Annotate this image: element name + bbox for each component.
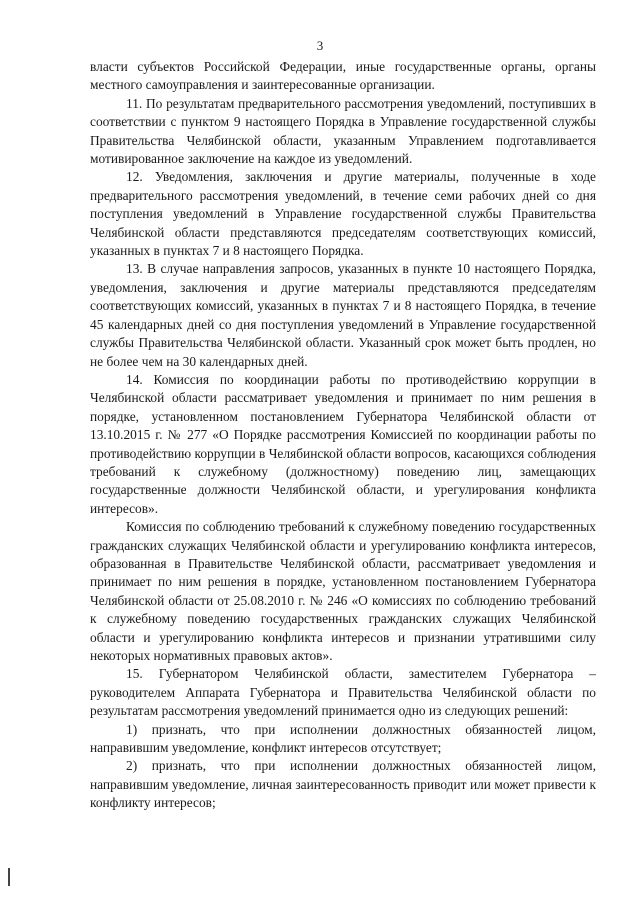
paragraph: 14. Комиссия по координации работы по противодействию коррупции в Челябинской области рассматривает уведомления и принимает по ним решения в порядке, установленном постановлением Губернатора Челябинской области от 13.10.2015 г. № 277 «О Порядке рассмотрения Комиссией по координации работы по противодействию коррупции в Челябинской области вопросов, касающихся соблюдения требований к служебному (должностному) поведению лиц, замещающих государственные должности Челябинской области, и урегулирования конфликта интересов». bbox=[90, 371, 596, 516]
paragraph: власти субъектов Российской Федерации, иные государственные органы, органы местного самоуправления и заинтересованные организации. bbox=[90, 59, 596, 93]
paragraph: 12. Уведомления, заключения и другие материалы, полученные в ходе предварительного рассмотрения уведомлений, в течение семи рабочих дней со дня поступления уведомлений в Управление государственной службы Правительства Челябинской области представляются председателям соответствующих комиссий, указанных в пунктах 7 и 8 настоящего Порядка. bbox=[90, 169, 596, 259]
document-body bbox=[90, 58, 596, 813]
paragraph: 1) признать, что при исполнении должностных обязанностей лицом, направившим уведомление, конфликт интересов отсутствует; bbox=[90, 721, 596, 756]
paragraph: 11. По результатам предварительного рассмотрения уведомлений, поступивших в соответствии с пунктом 9 настоящего Порядка в Управление государственной службы Правительства Челябинской области, указанным Управлением подготавливается мотивированное заключение на каждое из уведомлений. bbox=[90, 95, 596, 167]
paragraph: Комиссия по соблюдению требований к служебному поведению государственных гражданских служащих Челябинской области и урегулированию конфликта интересов, образованная в Правительстве Челябинской области, рассматривает уведомления и принимает по ним решения в порядке, установленном постановлением Губернатора Челябинской области от 25.08.2010 г. № 246 «О комиссиях по соблюдению требований к служебному поведению государственных гражданских служащих Челябинской области и урегулированию конфликта интересов и признании утратившими силу некоторых нормативных правовых актов». bbox=[90, 519, 596, 663]
paragraph: 2) признать, что при исполнении должностных обязанностей лицом, направившим уведомление, личная заинтересованность приводит или может привести к конфликту интересов; bbox=[90, 758, 596, 811]
page-number: 3 bbox=[316, 38, 324, 53]
paragraph: 15. Губернатором Челябинской области, заместителем Губернатора – руководителем Аппарата Губернатора и Правительства Челябинской области по результатам рассмотрения уведомлений принимается одно из следующих решений: bbox=[90, 666, 596, 719]
paragraph: 13. В случае направления запросов, указанных в пункте 10 настоящего Порядка, уведомления, заключения и другие материалы представляются председателям соответствующих комиссий, указанных в пунктах 7 и 8 настоящего Порядка, в течение 45 календарных дней со дня поступления уведомлений в Управление государственной службы Правительства Челябинской области. Указанный срок может быть продлен, но не более чем на 30 календарных дней. bbox=[90, 261, 596, 369]
scan-margin-mark bbox=[8, 868, 10, 886]
